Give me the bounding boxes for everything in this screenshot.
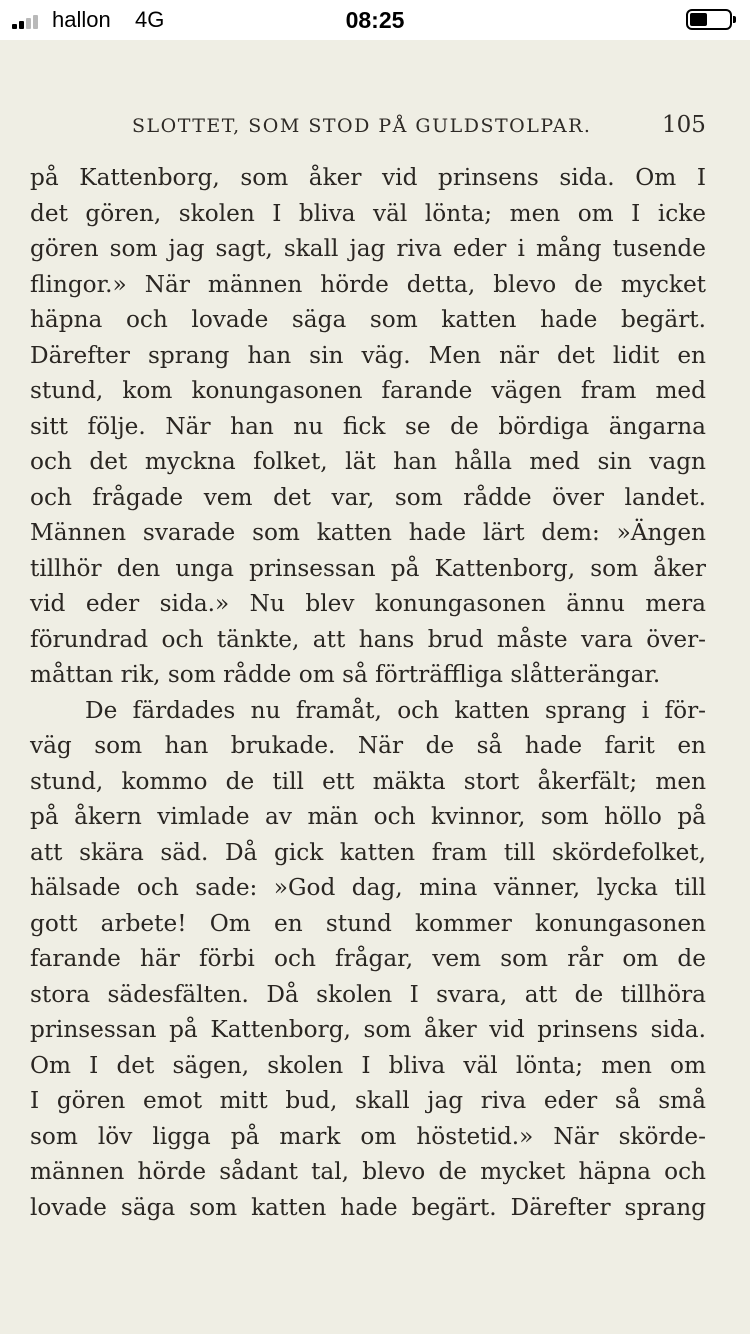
text-line: gören som jag sagt, skall jag riva eder i mång tusende <box>30 235 706 262</box>
text-line: att skära säd. Då gick katten fram till skördefolket, <box>30 838 706 866</box>
text-line: och det myckna folket, lät han hålla med sin vagn <box>30 448 706 475</box>
text-line: Därefter sprang han sin väg. Men när det lidit en <box>30 341 706 369</box>
text-line: Männen svarade som katten hade lärt dem: »Ängen <box>30 519 706 546</box>
text-line: det gören, skolen I bliva väl lönta; men om I icke <box>30 199 706 227</box>
text-line: på åkern vimlade av män och kvinnor, som höllo på <box>30 803 706 830</box>
text-line: Om I det sägen, skolen I bliva väl lönta; men om <box>30 1051 706 1079</box>
running-head: SLOTTET, SOM STOD PÅ GULDSTOLPAR. <box>132 115 592 137</box>
text-line: måttan rik, som rådde om så förträffliga slåtterängar. <box>30 661 661 688</box>
status-bar <box>0 0 750 40</box>
text-line: förundrad och tänkte, att hans brud måste vara över- <box>30 625 706 653</box>
book-page[interactable] <box>0 40 750 1334</box>
text-line: tillhör den unga prinsessan på Kattenborg, som åker <box>30 554 706 582</box>
text-line: på Kattenborg, som åker vid prinsens sida. Om I <box>30 164 706 191</box>
network-type: 4G <box>134 7 165 32</box>
text-line: farande här förbi och frågar, vem som rår om de <box>30 945 706 972</box>
text-line: gott arbete! Om en stund kommer konungasonen <box>30 909 706 937</box>
paragraph-first-line: De färdades nu framåt, och katten sprang i för- <box>85 696 706 724</box>
text-line: väg som han brukade. När de så hade farit en <box>30 732 706 759</box>
text-line: männen hörde sådant tal, blevo de mycket häpna och <box>30 1158 706 1185</box>
text-line: och frågade vem det var, som rådde över landet. <box>30 483 706 511</box>
text-line: I gören emot mitt bud, skall jag riva eder så små <box>30 1087 706 1114</box>
text-line: lovade säga som katten hade begärt. Därefter sprang <box>30 1193 706 1221</box>
status-time: 08:25 <box>345 7 405 33</box>
text-line: prinsessan på Kattenborg, som åker vid prinsens sida. <box>30 1016 706 1043</box>
text-line: som löv ligga på mark om höstetid.» När skörde- <box>30 1122 706 1150</box>
text-line: stund, kommo de till ett mäkta stort åkerfält; men <box>30 767 706 795</box>
text-line: stora sädesfälten. Då skolen I svara, att de tillhöra <box>30 980 706 1008</box>
battery-icon <box>686 9 732 30</box>
text-line: flingor.» När männen hörde detta, blevo de mycket <box>30 270 706 298</box>
carrier-name: hallon <box>52 7 111 32</box>
text-line: sitt följe. När han nu fick se de bördiga ängarna <box>30 412 706 440</box>
page-number: 105 <box>662 112 706 138</box>
page-text <box>30 160 706 1225</box>
text-line: häpna och lovade säga som katten hade begärt. <box>30 306 706 333</box>
text-line: vid eder sida.» Nu blev konungasonen ännu mera <box>30 590 706 617</box>
text-line: hälsade och sade: »God dag, mina vänner, lycka till <box>30 874 706 901</box>
text-line: stund, kom konungasonen farande vägen fram med <box>30 377 706 404</box>
